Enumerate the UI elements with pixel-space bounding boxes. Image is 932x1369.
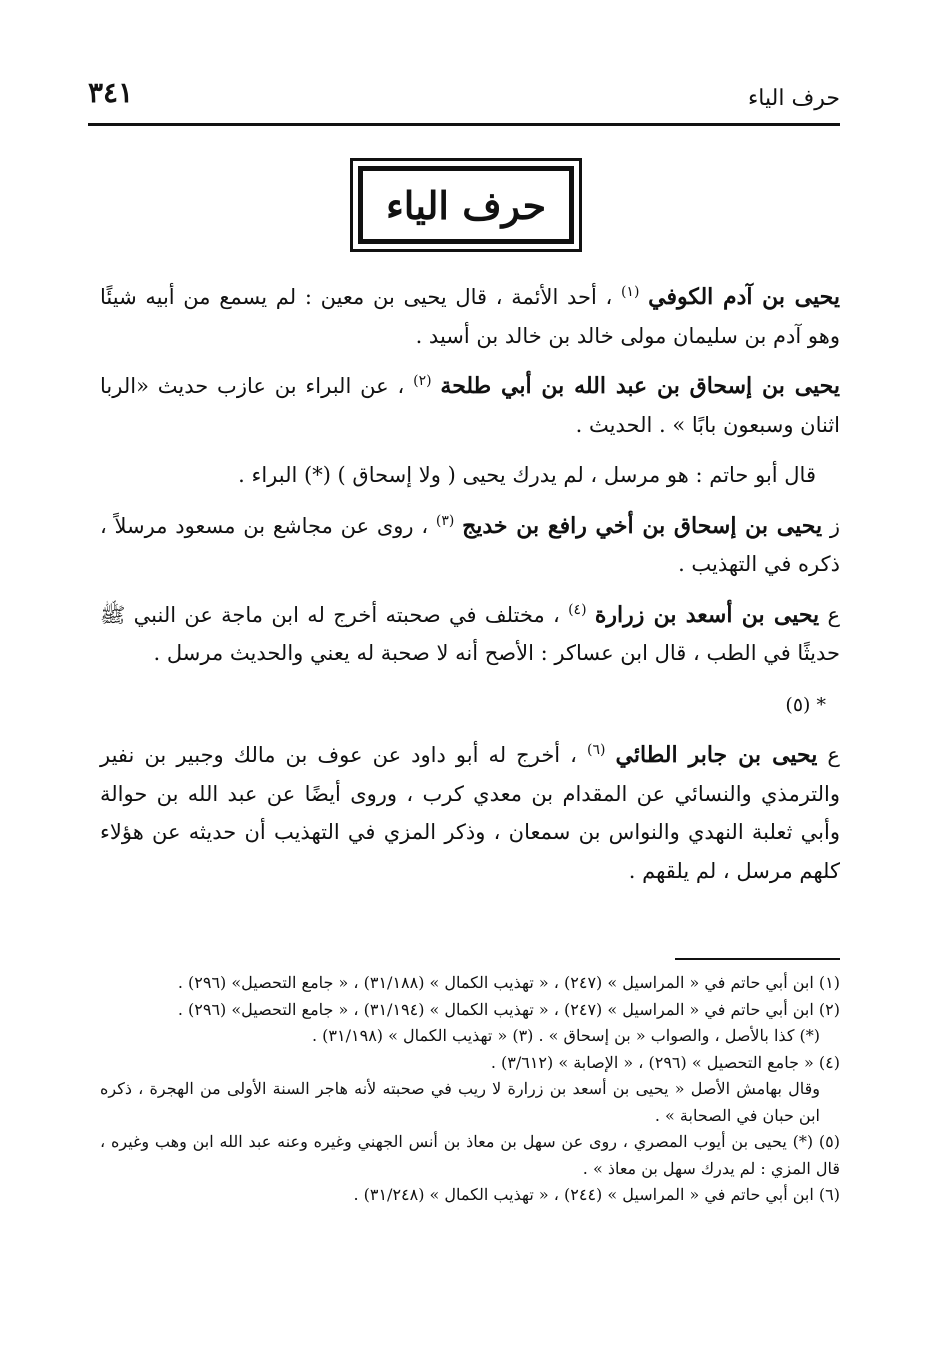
footnote-1: (١) ابن أبي حاتم في « المراسيل » (٢٤٧) ، « تهذيب الكمال » (٣١/١٨٨) ، « جامع التحصيل» (٢٩٦) .: [177, 973, 840, 992]
footnotes: [100, 970, 840, 1209]
footnote-star-3: (*) كذا بالأصل ، والصواب « بن إسحاق » . (٣) « تهذيب الكمال » (٣١/١٩٨) .: [312, 1026, 820, 1045]
footnote-ref: (٦): [587, 742, 606, 758]
footnote-4: (٤) « جامع التحصيل » (٢٩٦) ، « الإصابة » (٣/٦١٢) .: [490, 1052, 840, 1072]
footnote-2: (٢) ابن أبي حاتم في « المراسيل » (٢٤٧) ، « تهذيب الكمال » (٣١/١٩٤) ، « جامع التحصيل» (٢٩٦) .: [177, 999, 840, 1019]
entry-name: يحيى بن إسحاق بن أخي رافع بن خديج: [462, 512, 823, 539]
footnote-ref: (٤): [568, 601, 587, 618]
footnote-6: (٦) ابن أبي حاتم في « المراسيل » (٢٤٤) ، « تهذيب الكمال » (٣١/٢٤٨) .: [353, 1185, 840, 1204]
chapter-title: حرف الياء: [358, 166, 574, 244]
running-title: حرف الياء: [747, 86, 840, 111]
entry-name: يحيى بن إسحاق بن عبد الله بن أبي طلحة: [440, 373, 840, 399]
entry-3-note: [100, 456, 840, 495]
main-text: [100, 278, 840, 902]
entry-6-star: [100, 685, 840, 725]
entry-text: ، عن البراء بن عازب حديث «الربا اثنان وسبعون بابًا » . الحديث .: [100, 374, 840, 437]
entry-2: [100, 367, 840, 444]
entry-text: * (٥): [785, 693, 826, 716]
entry-text: ، روى عن مجاشع بن مسعود مرسلاً ، ذكره في التهذيب .: [100, 513, 840, 576]
header-rule: [88, 123, 840, 126]
page-number: ٣٤١: [88, 76, 134, 109]
footnote-rule: [675, 958, 840, 960]
footnote-ref: (٣): [435, 512, 455, 529]
entry-7: [100, 736, 840, 890]
entry-name: يحيى بن أسعد بن زرارة: [594, 601, 820, 628]
entry-5: [100, 596, 840, 673]
entry-name: يحيى بن آدم الكوفي: [648, 284, 840, 310]
footnote-5: (٥) (*) يحيى بن أيوب المصري ، روى عن سهل بن معاذ بن أنس الجهني وغيره وعنه عبد الله ابن وهب وغيره ، قال المزي : لم يدرك سهل بن معاذ » .: [100, 1132, 840, 1178]
entry-4: [100, 507, 840, 584]
footnote-ref: (٢): [413, 373, 432, 389]
entry-prefix: ع: [817, 743, 840, 767]
entry-prefix: ز: [822, 513, 840, 538]
entry-text: ، أحد الأئمة ، قال يحيى بن معين : لم يسمع من أبيه شيئًا وهو آدم بن سليمان مولى خالد بن خالد بن أسيد .: [100, 285, 840, 348]
chapter-title-frame: [350, 158, 582, 252]
entry-text: ، أخرج له أبو داود عن عوف بن مالك وجبير بن نفير والترمذي والنسائي عن المقدام بن معدي كرب ، وروى أيضًا عن عبد الله بن حوالة وأبي ثعلبة النهدي والنواس بن سمعان ، وذكر المزي في التهذيب أن حديثه عن هؤلاء كلهم مرسل ، لم يلقهم .: [100, 743, 840, 883]
entry-text: قال أبو حاتم : هو مرسل ، لم يدرك يحيى ( ولا إسحاق ) (*) البراء .: [238, 463, 816, 487]
entry-1: [100, 278, 840, 355]
footnote-ref: (١): [620, 284, 640, 300]
entry-name: يحيى بن جابر الطائي: [615, 742, 818, 768]
footnote-4-continued: وقال بهامش الأصل « يحيى بن أسعد بن زرارة لا ريب في صحبته لأنه هاجر السنة الأولى من الهجرة ، ذكره ابن حبان في الصحابة » .: [100, 1079, 820, 1125]
entry-text: ، مختلف في صحبته أخرج له ابن ماجة عن النبي ﷺ حديثًا في الطب ، قال ابن عساكر : الأصح أنه لا صحبة له يعني والحديث مرسل .: [100, 602, 840, 665]
entry-prefix: ع: [819, 602, 840, 627]
